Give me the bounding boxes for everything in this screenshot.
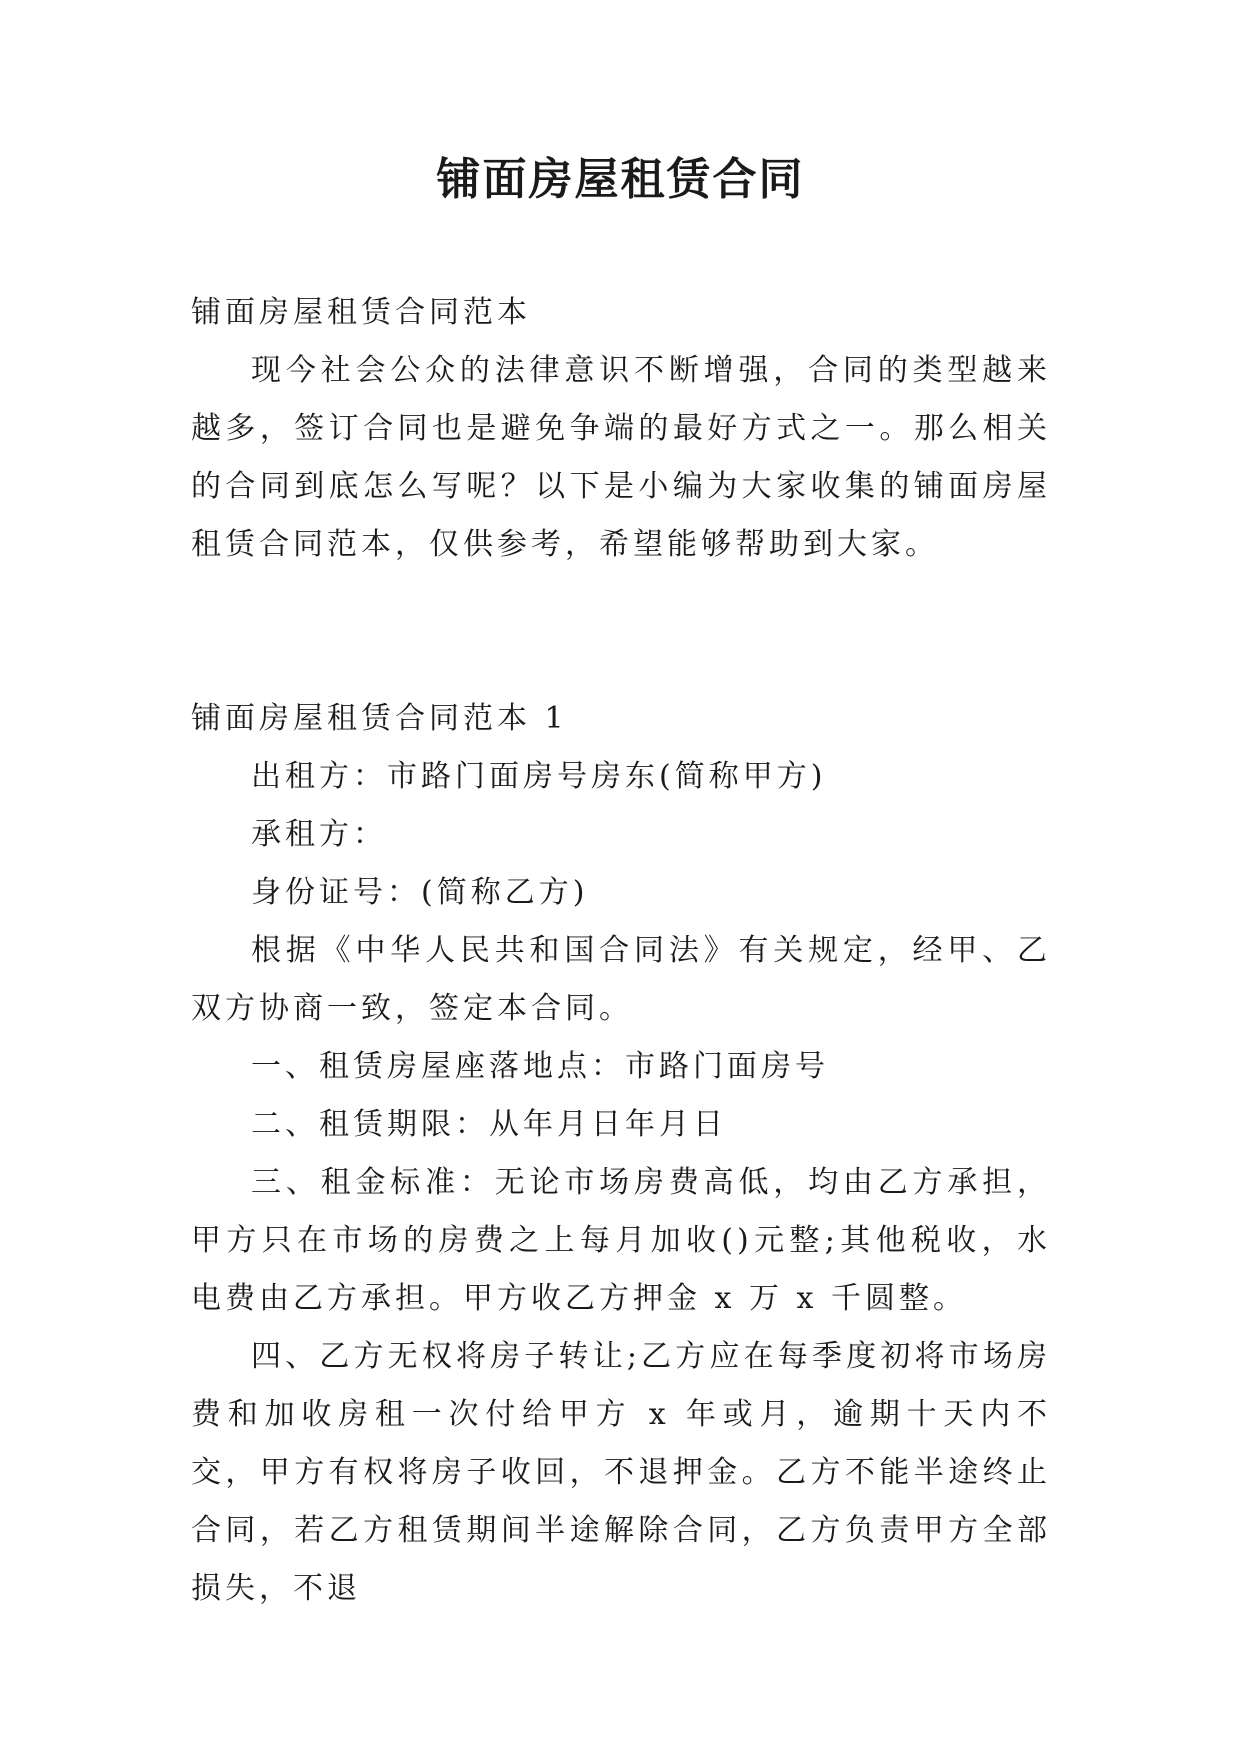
document-title: 铺面房屋租赁合同 xyxy=(436,154,805,205)
clause-3: 三、租金标准：无论市场房费高低，均由乙方承担，甲方只在市场的房费之上每月加收()元整;其他税收，水电费由乙方承担。甲方收乙方押金 x 万 x 千圆整。 xyxy=(191,1165,1051,1316)
id-number-line: 身份证号：(简称乙方) xyxy=(251,875,589,910)
document-body xyxy=(191,284,1051,1618)
clause-4: 四、乙方无权将房子转让;乙方应在每季度初将市场房费和加收房租一次付给甲方 x 年或月，逾期十天内不交，甲方有权将房子收回，不退押金。乙方不能半途终止合同，若乙方租赁期间半途解除合同，乙方负责甲方全部损失，不退 xyxy=(191,1339,1051,1606)
lessor-line: 出租方：市路门面房号房东(简称甲方) xyxy=(251,759,827,794)
lessee-line: 承租方： xyxy=(251,817,387,852)
section-heading-sample-1: 铺面房屋租赁合同范本 1 xyxy=(191,701,568,736)
intro-paragraph: 现今社会公众的法律意识不断增强，合同的类型越来越多，签订合同也是避免争端的最好方式之一。那么相关的合同到底怎么写呢？以下是小编为大家收集的铺面房屋租赁合同范本，仅供参考，希望能够帮助到大家。 xyxy=(191,353,1051,562)
clause-1: 一、租赁房屋座落地点：市路门面房号 xyxy=(251,1049,829,1084)
section-heading-intro: 铺面房屋租赁合同范本 xyxy=(191,295,531,330)
basis-paragraph: 根据《中华人民共和国合同法》有关规定，经甲、乙双方协商一致，签定本合同。 xyxy=(191,933,1051,1026)
spacer xyxy=(191,574,1051,690)
clause-2: 二、租赁期限：从年月日年月日 xyxy=(251,1107,727,1142)
